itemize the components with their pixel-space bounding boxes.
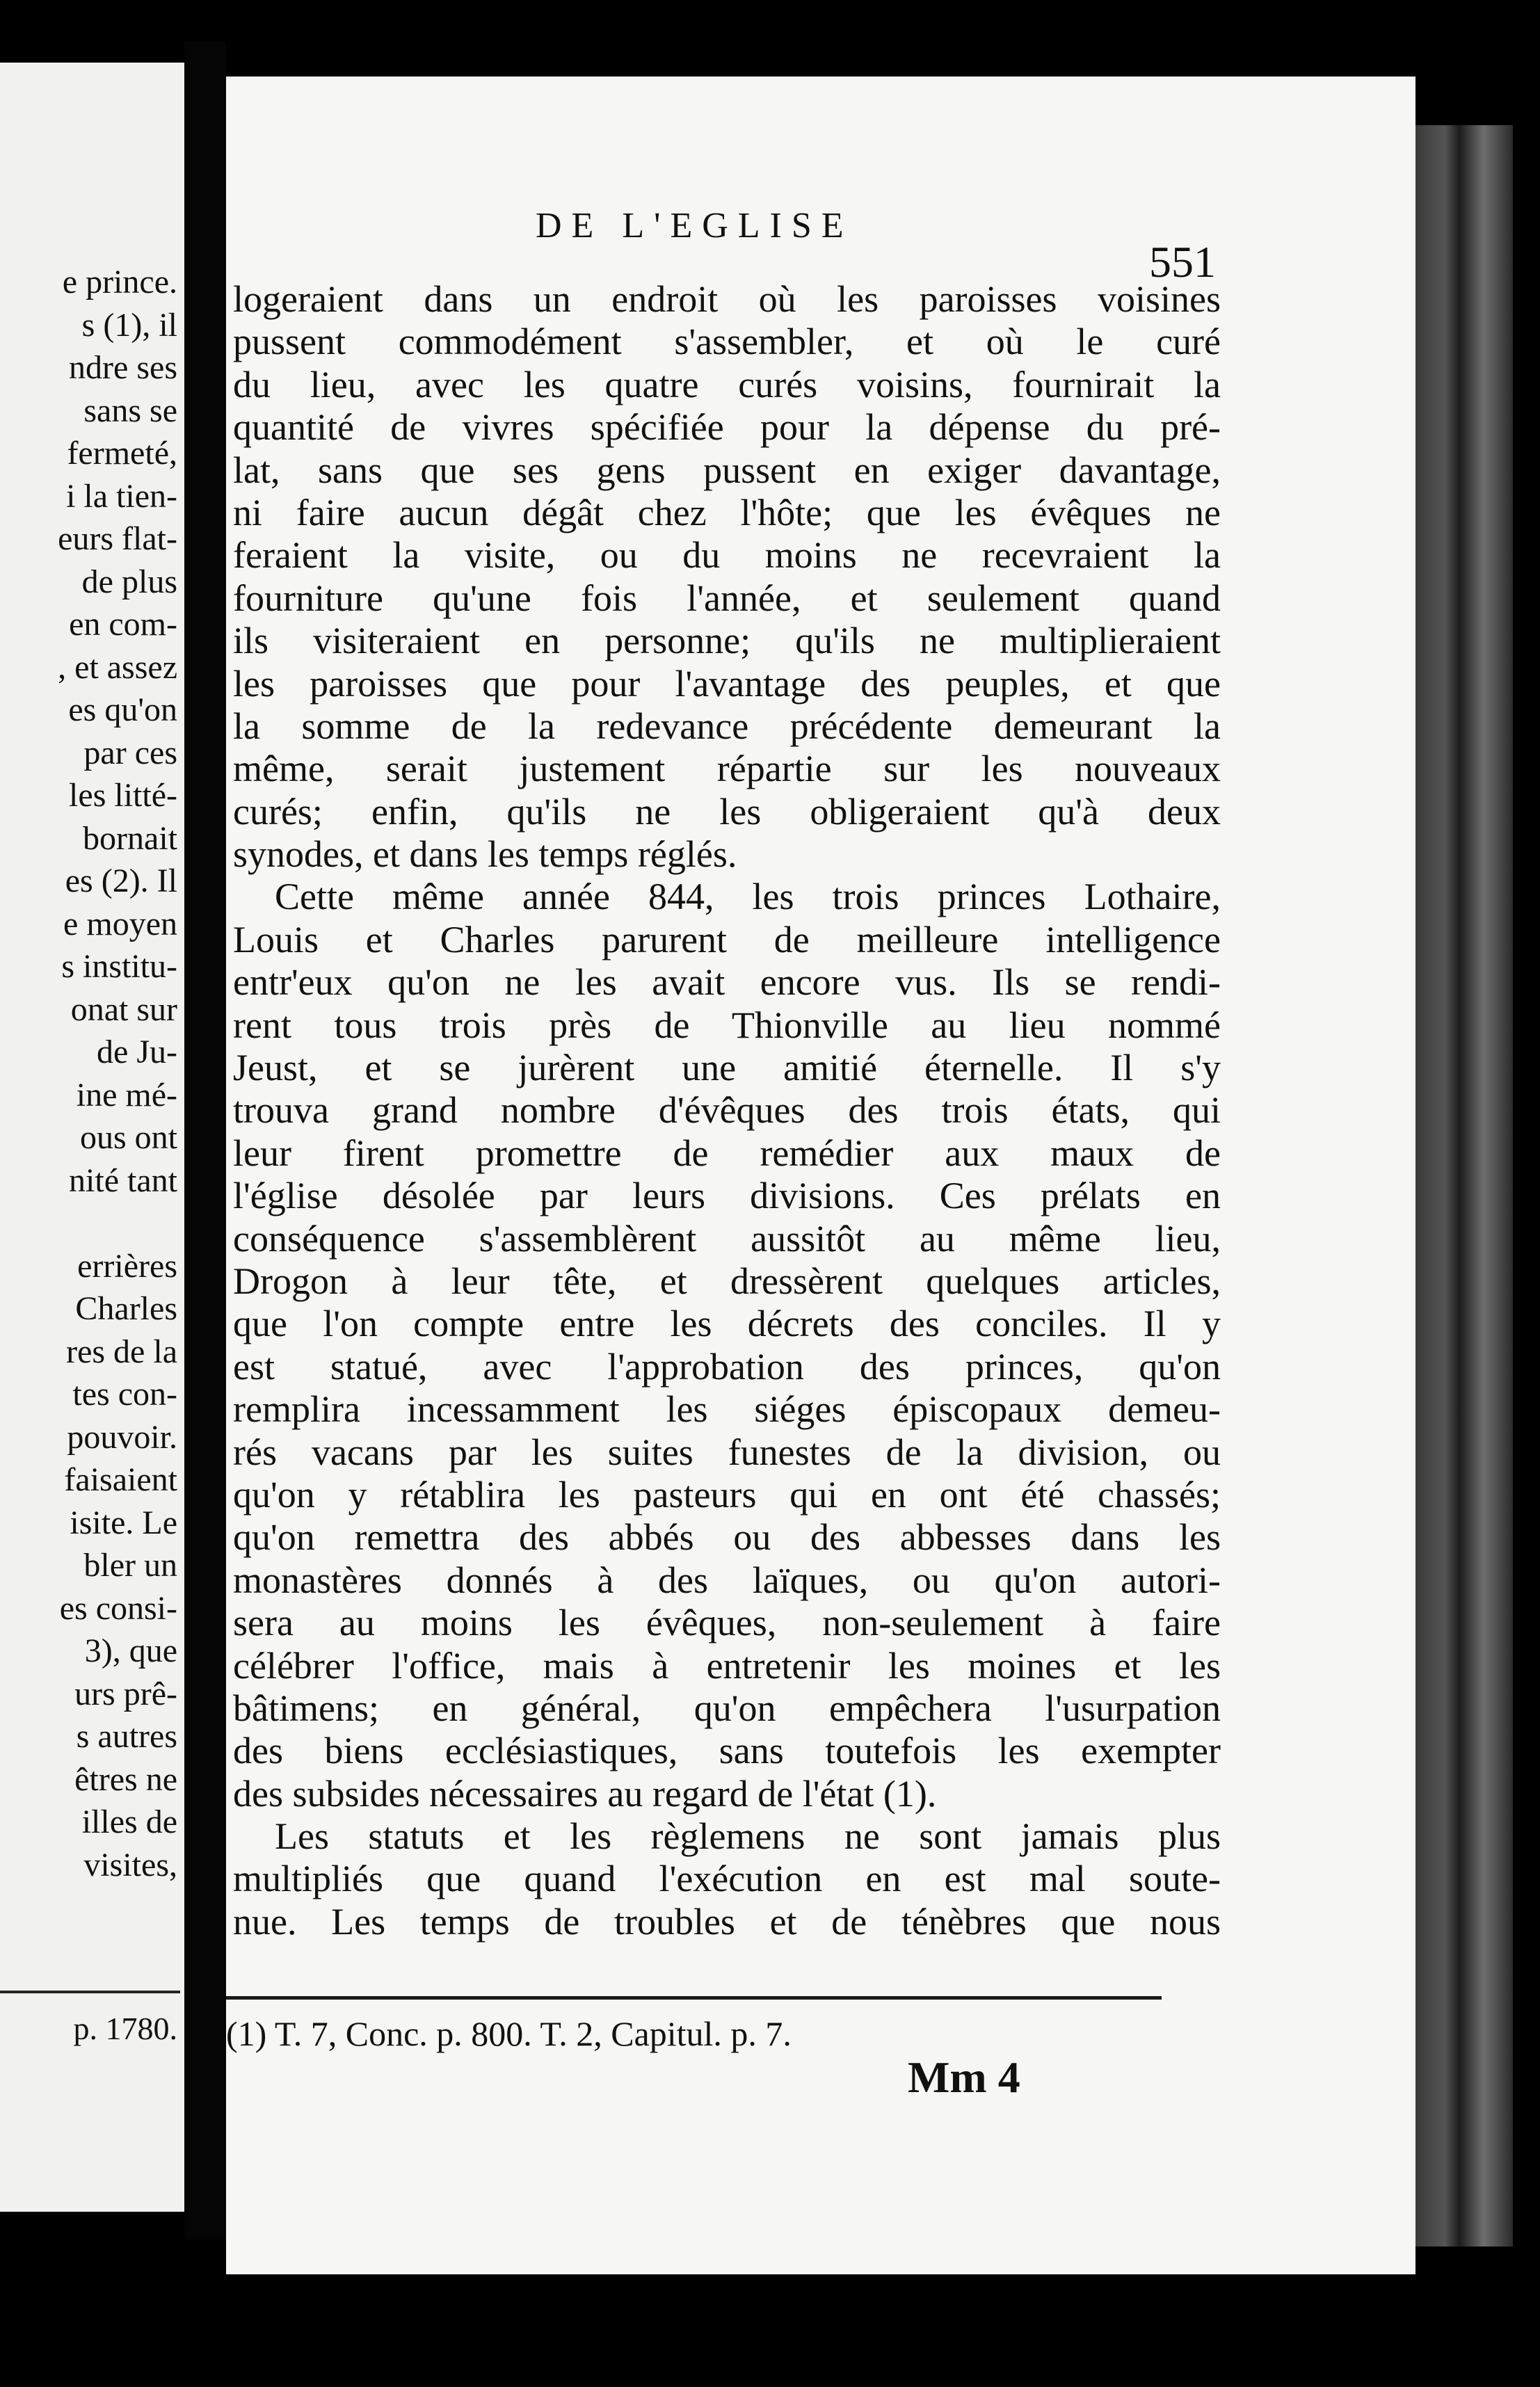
text-line: la somme de la redevance précédente demeurant la xyxy=(233,705,1221,747)
text-line: logeraient dans un endroit où les paroisses voisines xyxy=(233,278,1221,320)
previous-page-line: tes con- xyxy=(72,1376,177,1413)
text-line: ni faire aucun dégât chez l'hôte; que les évêques ne xyxy=(233,491,1221,533)
previous-page-line: urs prê- xyxy=(74,1675,177,1712)
previous-page-line: ine mé- xyxy=(76,1076,177,1114)
text-line: l'église désolée par leurs divisions. Ces prélats en xyxy=(233,1175,1221,1217)
previous-page-line: illes de xyxy=(81,1803,177,1840)
text-line: ils visiteraient en personne; qu'ils ne multiplieraient xyxy=(233,620,1221,662)
text-line: Louis et Charles parurent de meilleure intelligence xyxy=(233,918,1221,961)
previous-page-line: 3), que xyxy=(84,1632,177,1669)
text-line: Les statuts et les règlemens ne sont jamais plus xyxy=(275,1815,1221,1858)
previous-page-text xyxy=(0,261,184,1886)
text-line: curés; enfin, qu'ils ne les obligeraient qu'à deux xyxy=(233,790,1221,833)
text-line: lat, sans que ses gens pussent en exiger davantage, xyxy=(233,449,1221,491)
text-line: du lieu, avec les quatre curés voisins, fournirait la xyxy=(233,363,1221,405)
text-line: quantité de vivres spécifiée pour la dépense du pré- xyxy=(233,406,1221,449)
previous-page-line: e moyen xyxy=(63,905,177,942)
previous-page-line: es qu'on xyxy=(68,691,177,728)
previous-page-line: bornait xyxy=(83,819,177,857)
previous-page-line: faisaient xyxy=(64,1461,177,1498)
previous-page-line: fermeté, xyxy=(67,435,177,472)
book-gutter xyxy=(184,42,226,2240)
previous-page-line: errières xyxy=(77,1247,177,1285)
previous-page-line: i la tien- xyxy=(66,477,177,515)
text-line: qu'on remettra des abbés ou des abbesses dans les xyxy=(233,1516,1221,1559)
text-line: rés vacans par les suites funestes de la division, ou xyxy=(233,1431,1221,1473)
previous-page-line: ous ont xyxy=(79,1119,177,1156)
previous-page-line xyxy=(0,1202,184,1245)
previous-page-footnote-rule xyxy=(0,1991,180,1993)
previous-page-line: de plus xyxy=(81,563,177,600)
text-line: leur firent promettre de remédier aux maux de xyxy=(233,1132,1221,1174)
text-line: qu'on y rétablira les pasteurs qui en ont été chassés; xyxy=(233,1473,1221,1516)
previous-page-line: s institu- xyxy=(61,948,177,985)
text-line: nue. Les temps de troubles et de ténèbres que nous xyxy=(233,1900,1221,1943)
previous-page-footnote: p. 1780. xyxy=(73,2011,177,2046)
text-line: Drogon à leur tête, et dressèrent quelques articles, xyxy=(233,1260,1221,1302)
text-line: Cette même année 844, les trois princes Lothaire, xyxy=(275,876,1221,918)
text-line: conséquence s'assemblèrent aussitôt au même lieu, xyxy=(233,1217,1221,1260)
text-line: célébrer l'office, mais à entretenir les moines et les xyxy=(233,1644,1221,1687)
text-line: pussent commodément s'assembler, et où le curé xyxy=(233,321,1221,363)
previous-page-line: êtres ne xyxy=(74,1760,177,1798)
page-number: 551 xyxy=(1149,237,1216,287)
footnote-rule xyxy=(226,1996,1162,2000)
previous-page-line: par ces xyxy=(83,734,177,771)
text-line: feraient la visite, ou du moins ne recevraient la xyxy=(233,534,1221,577)
text-line: même, serait justement répartie sur les nouveaux xyxy=(233,748,1221,790)
previous-page-line: eurs flat- xyxy=(58,520,177,557)
text-line: des biens ecclésiastiques, sans toutefois les exempter xyxy=(233,1730,1221,1772)
previous-page-line: en com- xyxy=(69,606,177,643)
previous-page-line: sans se xyxy=(83,392,177,429)
previous-page-line: es consi- xyxy=(59,1589,177,1627)
text-line: remplira incessamment les siéges épiscopaux demeu- xyxy=(233,1388,1221,1431)
previous-page-line: les litté- xyxy=(69,777,177,814)
previous-page-line: onat sur xyxy=(70,990,177,1028)
text-line: monastères donnés à des laïques, ou qu'on autori- xyxy=(233,1559,1221,1601)
text-line: entr'eux qu'on ne les avait encore vus. Ils se rendi- xyxy=(233,961,1221,1004)
previous-page-line: nité tant xyxy=(69,1162,177,1199)
text-line: que l'on compte entre les décrets des conciles. Il y xyxy=(233,1303,1221,1345)
text-line: fourniture qu'une fois l'année, et seulement quand xyxy=(233,577,1221,619)
text-line: Jeust, et se jurèrent une amitié éternelle. Il s'y xyxy=(233,1047,1221,1089)
running-title: DE L'EGLISE xyxy=(536,206,853,246)
previous-page-line: de Ju- xyxy=(97,1034,177,1070)
signature-mark: Mm 4 xyxy=(908,2052,1020,2102)
previous-page-line: e prince. xyxy=(62,264,177,300)
previous-page-line: s autres xyxy=(76,1718,177,1755)
text-line: trouva grand nombre d'évêques des trois états, qui xyxy=(233,1089,1221,1132)
previous-page xyxy=(0,63,184,2212)
text-line: est statué, avec l'approbation des princes, qu'on xyxy=(233,1345,1221,1388)
text-line: rent tous trois près de Thionville au lieu nommé xyxy=(233,1004,1221,1046)
text-line: synodes, et dans les temps réglés. xyxy=(233,833,737,876)
previous-page-line: Charles xyxy=(75,1290,177,1327)
previous-page-line: ndre ses xyxy=(69,349,177,386)
previous-page-line: , et assez xyxy=(58,648,177,686)
body-text xyxy=(233,278,1221,1943)
footnote: (1) T. 7, Conc. p. 800. T. 2, Capitul. p. 7. xyxy=(226,2014,792,2053)
page-edges xyxy=(1415,125,1513,2247)
previous-page-line: pouvoir. xyxy=(67,1418,177,1456)
previous-page-line: es (2). Il xyxy=(65,862,177,899)
previous-page-line: bler un xyxy=(83,1547,177,1584)
text-line: bâtimens; en général, qu'on empêchera l'usurpation xyxy=(233,1687,1221,1729)
previous-page-line: isite. Le xyxy=(70,1504,177,1541)
previous-page-line: res de la xyxy=(66,1333,177,1370)
text-line: les paroisses que pour l'avantage des peuples, et que xyxy=(233,662,1221,705)
text-line: des subsides nécessaires au regard de l'état (1). xyxy=(233,1772,937,1815)
previous-page-line: visites, xyxy=(83,1846,177,1883)
previous-page-line: s (1), il xyxy=(81,306,177,344)
text-line: multipliés que quand l'exécution en est mal soute- xyxy=(233,1858,1221,1900)
text-line: sera au moins les évêques, non-seulement à faire xyxy=(233,1602,1221,1644)
